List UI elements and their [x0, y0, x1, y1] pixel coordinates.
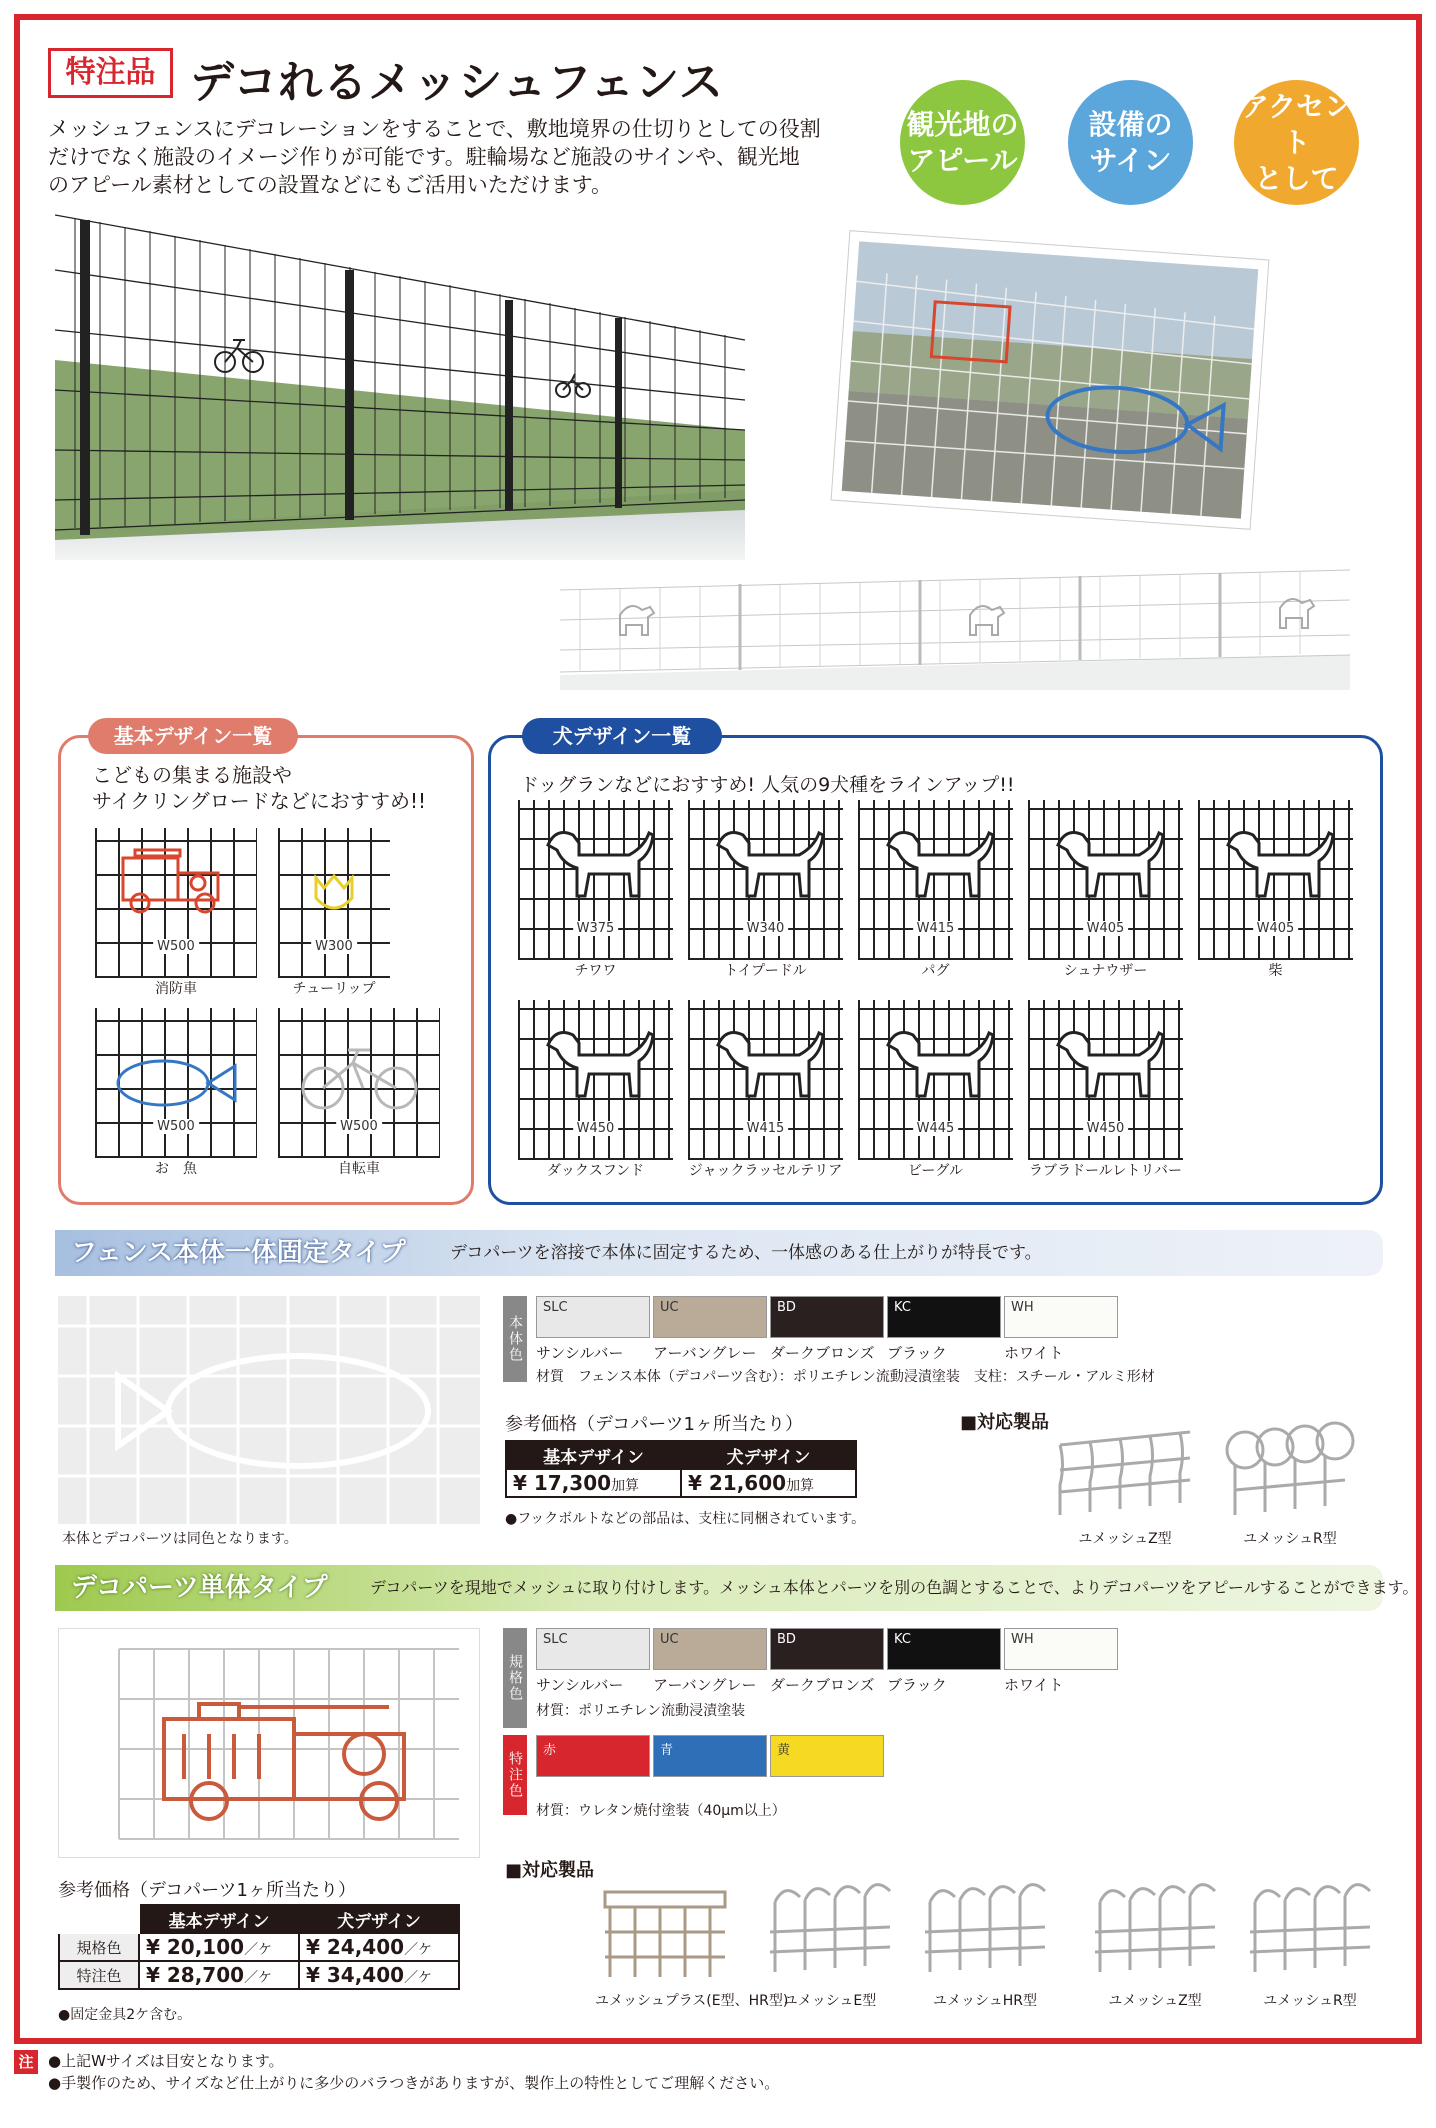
- fire-truck-icon: [95, 828, 257, 978]
- color-swatch: BD: [770, 1296, 884, 1338]
- width-label: W445: [913, 1121, 959, 1136]
- dog-silhouette-icon: [518, 1000, 673, 1160]
- dog-name: パグ: [921, 963, 950, 979]
- intro-line: だけでなく施設のイメージ作りが可能です。駐輪場など施設のサインや、観光地: [48, 145, 800, 169]
- dog-name: ダックスフンド: [546, 1163, 645, 1179]
- mesh-panel: [1028, 800, 1183, 960]
- type1-products-title: ■対応製品: [960, 1412, 1050, 1433]
- color-swatch: UC: [653, 1296, 767, 1338]
- mesh-product-icon: [595, 1872, 735, 1982]
- mesh-z-icon: [1050, 1420, 1200, 1520]
- width-label: W450: [1083, 1121, 1129, 1136]
- product-item: [1050, 1420, 1200, 1548]
- type2-photo: [58, 1628, 480, 1858]
- color-name: ダークブロンズ: [770, 1676, 875, 1694]
- basic-item: [95, 1008, 257, 1178]
- note-label: 注: [14, 2050, 38, 2074]
- page-title: デコれるメッシュフェンス: [190, 57, 724, 108]
- dog-lead: ドッグランなどにおすすめ! 人気の9犬種をラインアップ!!: [520, 774, 1015, 796]
- price-col-dog: 犬デザイン: [299, 1905, 459, 1933]
- price-row-label: 特注色: [59, 1961, 139, 1989]
- product-item: [915, 1872, 1055, 2010]
- mesh-panel: [1198, 800, 1353, 960]
- color-swatch: KC: [887, 1296, 1001, 1338]
- tulip-icon: [278, 828, 390, 978]
- price-cell: ¥ 24,400／ケ: [299, 1933, 459, 1961]
- price-col-basic: 基本デザイン: [506, 1441, 681, 1469]
- dog-item: [858, 800, 1013, 980]
- product-item: [760, 1872, 900, 2010]
- dog-silhouette-icon: [858, 800, 1013, 960]
- item-name: 消防車: [155, 981, 197, 997]
- fish-icon: [95, 1008, 257, 1158]
- circle-sign: [1068, 80, 1193, 205]
- mesh-panel: [858, 1000, 1013, 1160]
- basic-lead: [92, 762, 426, 814]
- price-corner: [59, 1905, 139, 1933]
- type1-photo: [58, 1296, 480, 1524]
- price-cell: ¥ 28,700／ケ: [139, 1961, 299, 1989]
- type1-desc: デコパーツを溶接で本体に固定するため、一体感のある仕上がりが特長です。: [450, 1243, 1042, 1263]
- width-label: W375: [573, 921, 619, 936]
- product-item: [1240, 1872, 1380, 2010]
- white-fence-image: [560, 560, 1350, 690]
- dog-silhouette-icon: [688, 800, 843, 960]
- color-name: アーバングレー: [653, 1344, 757, 1362]
- price-cell: ¥ 21,600加算: [681, 1469, 856, 1497]
- type2-price-note: ●固定金具2ケ含む。: [58, 2007, 192, 2023]
- color-name: ホワイト: [1004, 1344, 1064, 1362]
- dog-silhouette-icon: [858, 1000, 1013, 1160]
- mesh-product-icon: [1085, 1872, 1225, 1982]
- mesh-panel: [688, 800, 843, 960]
- color-name: ダークブロンズ: [770, 1344, 875, 1362]
- circle-text: アピール: [907, 143, 1018, 177]
- basic-lead-line: サイクリングロードなどにおすすめ!!: [92, 789, 427, 813]
- circle-tourism: [900, 80, 1025, 205]
- price-col-dog: 犬デザイン: [681, 1441, 856, 1469]
- basic-item: [278, 1008, 440, 1178]
- dog-design-title: 犬デザイン一覧: [522, 718, 722, 754]
- notes: [48, 2050, 779, 2094]
- width-label: W405: [1253, 921, 1299, 936]
- product-name: ユメッシュE型: [783, 1993, 877, 2009]
- type2-price-title: 参考価格（デコパーツ1ヶ所当たり）: [58, 1880, 357, 1901]
- bicycle-icon: [278, 1008, 440, 1158]
- width-label: W300: [311, 939, 357, 954]
- hero-fence-image: [55, 200, 745, 560]
- price-col-basic: 基本デザイン: [139, 1905, 299, 1933]
- product-item: [1215, 1420, 1365, 1548]
- type1-title: フェンス本体一体固定タイプ: [71, 1238, 406, 1268]
- width-label: W450: [573, 1121, 619, 1136]
- color-swatch: SLC: [536, 1296, 650, 1338]
- type1-material: 材質 フェンス本体（デコパーツ含む）：ポリエチレン流動浸漬塗装 支柱：スチール・アルミ形材: [536, 1369, 1155, 1385]
- mesh-product-icon: [915, 1872, 1055, 1982]
- basic-item: [278, 828, 390, 998]
- fish-mesh-image: [58, 1296, 480, 1524]
- circle-text: 観光地の: [906, 107, 1019, 141]
- installation-photo: [820, 225, 1280, 535]
- dog-name: ジャックラッセルテリア: [688, 1163, 843, 1179]
- dog-silhouette-icon: [1198, 800, 1353, 960]
- product-item: [1085, 1872, 1225, 2010]
- width-label: W500: [153, 939, 199, 954]
- mesh-panel: [1028, 1000, 1183, 1160]
- product-name: ユメッシュZ型: [1108, 1993, 1202, 2009]
- std-color-label: 規格色: [503, 1628, 527, 1728]
- dog-item: [518, 1000, 673, 1180]
- width-label: W415: [913, 921, 959, 936]
- basic-item: [95, 828, 257, 998]
- dog-item: [1028, 800, 1183, 980]
- color-swatch: SLC: [536, 1628, 650, 1670]
- intro-line: のアピール素材としての設置などにもご活用いただけます。: [48, 173, 613, 197]
- type2-title: デコパーツ単体タイプ: [71, 1573, 328, 1603]
- special-color-label: 特注色: [503, 1735, 527, 1815]
- product-name: ユメッシュZ型: [1078, 1531, 1172, 1547]
- type1-price-note: ●フックボルトなどの部品は、支柱に同梱されています。: [505, 1511, 866, 1527]
- type2-desc: デコパーツを現地でメッシュに取り付けします。メッシュ本体とパーツを別の色調とすることで、よりデコパーツをアピールすることができます。: [370, 1578, 1419, 1597]
- type1-photo-caption: 本体とデコパーツは同色となります。: [62, 1531, 298, 1547]
- width-label: W500: [153, 1119, 199, 1134]
- mesh-product-icon: [1240, 1872, 1380, 1982]
- dog-silhouette-icon: [688, 1000, 843, 1160]
- width-label: W500: [336, 1119, 382, 1134]
- dog-item: [1198, 800, 1353, 980]
- dog-item: [1028, 1000, 1183, 1180]
- color-swatch: BD: [770, 1628, 884, 1670]
- dog-name: ビーグル: [907, 1163, 964, 1179]
- color-name: アーバングレー: [653, 1676, 757, 1694]
- width-label: W405: [1083, 921, 1129, 936]
- product-name: ユメッシュR型: [1263, 1993, 1357, 2009]
- product-name: ユメッシュR型: [1243, 1531, 1337, 1547]
- circle-text: 設備の: [1088, 107, 1173, 141]
- dog-name: ラブラドールレトリバー: [1029, 1163, 1182, 1179]
- intro-text: [48, 115, 868, 199]
- dog-item: [858, 1000, 1013, 1180]
- mesh-panel: [518, 1000, 673, 1160]
- price-row-label: 規格色: [59, 1933, 139, 1961]
- color-swatch: WH: [1004, 1296, 1118, 1338]
- circle-accent: [1234, 80, 1359, 205]
- dog-silhouette-icon: [518, 800, 673, 960]
- mesh-panel: [518, 800, 673, 960]
- body-color-label: 本体色: [503, 1296, 527, 1382]
- color-name: ブラック: [887, 1344, 947, 1362]
- color-swatch: 赤: [536, 1735, 650, 1777]
- dog-silhouette-icon: [1028, 800, 1183, 960]
- circle-text: サイン: [1089, 143, 1172, 177]
- color-name: サンシルバー: [536, 1676, 624, 1694]
- dog-name: トイプードル: [724, 963, 807, 979]
- basic-lead-line: こどもの集まる施設や: [92, 763, 292, 787]
- type2-std-material: 材質：ポリエチレン流動浸漬塗装: [536, 1703, 746, 1719]
- dog-silhouette-icon: [1028, 1000, 1183, 1160]
- fire-truck-mesh-image: [59, 1629, 481, 1859]
- dog-name: チワワ: [574, 963, 617, 979]
- product-name: ユメッシュHR型: [933, 1993, 1037, 2009]
- color-swatch: KC: [887, 1628, 1001, 1670]
- price-cell: ¥ 34,400／ケ: [299, 1961, 459, 1989]
- type1-price-table: [505, 1440, 857, 1498]
- width-label: W415: [743, 1121, 789, 1136]
- mesh-panel: [95, 828, 257, 978]
- type2-price-table: [58, 1904, 460, 1990]
- note-line: ●上記Wサイズは目安となります。: [48, 2052, 284, 2070]
- mesh-panel: [688, 1000, 843, 1160]
- dog-name: 柴: [1268, 963, 1283, 979]
- type2-special-material: 材質：ウレタン焼付塗装（40μm以上）: [536, 1803, 786, 1819]
- item-name: お 魚: [155, 1161, 197, 1177]
- product-item: [595, 1872, 789, 2010]
- item-name: チューリップ: [292, 981, 376, 997]
- color-swatch: 黄: [770, 1735, 884, 1777]
- color-name: ブラック: [887, 1676, 947, 1694]
- mesh-r-icon: [1215, 1420, 1365, 1520]
- color-swatch: WH: [1004, 1628, 1118, 1670]
- circle-text: として: [1254, 161, 1339, 195]
- width-label: W340: [743, 921, 789, 936]
- type2-products-title: ■対応製品: [505, 1860, 595, 1881]
- circle-text: アクセント: [1240, 89, 1353, 159]
- dog-item: [688, 1000, 843, 1180]
- mesh-panel: [95, 1008, 257, 1158]
- basic-design-title: 基本デザイン一覧: [88, 718, 298, 754]
- mesh-product-icon: [760, 1872, 900, 1982]
- special-order-tag: 特注品: [48, 48, 173, 98]
- item-name: 自転車: [338, 1161, 380, 1177]
- color-name: ホワイト: [1004, 1676, 1064, 1694]
- dog-item: [688, 800, 843, 980]
- color-swatch: 青: [653, 1735, 767, 1777]
- product-name: ユメッシュプラス(E型、HR型): [595, 1993, 789, 2009]
- color-name: サンシルバー: [536, 1344, 624, 1362]
- type1-price-title: 参考価格（デコパーツ1ヶ所当たり）: [505, 1414, 804, 1435]
- mesh-panel: [278, 1008, 440, 1158]
- price-cell: ¥ 20,100／ケ: [139, 1933, 299, 1961]
- price-cell: ¥ 17,300加算: [506, 1469, 681, 1497]
- color-swatch: UC: [653, 1628, 767, 1670]
- intro-line: メッシュフェンスにデコレーションをすることで、敷地境界の仕切りとしての役割: [48, 117, 821, 141]
- dog-name: シュナウザー: [1063, 963, 1148, 979]
- dog-item: [518, 800, 673, 980]
- note-line: ●手製作のため、サイズなど仕上がりに多少のバラつきがありますが、製作上の特性としてご理解ください。: [48, 2074, 780, 2092]
- mesh-panel: [278, 828, 390, 978]
- mesh-panel: [858, 800, 1013, 960]
